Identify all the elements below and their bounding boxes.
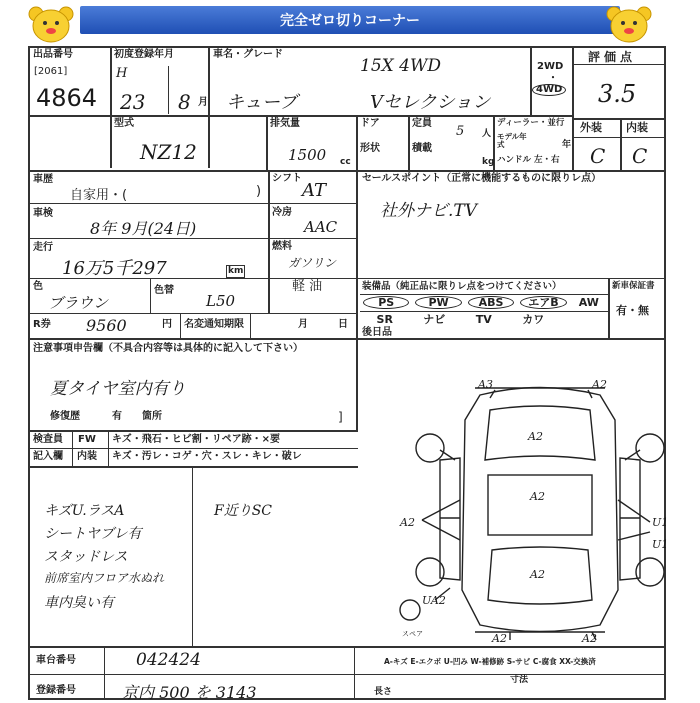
drive-2wd: 2WD xyxy=(537,61,564,72)
capacity-unit: 人 xyxy=(482,129,492,139)
damage-diagram xyxy=(360,340,669,650)
lot-number: 4864 xyxy=(36,84,98,112)
door-label: ドア xyxy=(360,118,380,129)
load-label: 積載 xyxy=(412,143,432,154)
fuel-label: 燃料 xyxy=(272,241,292,252)
registration-month: 8 xyxy=(178,90,191,114)
door-shape-label: 形状 xyxy=(360,143,380,154)
mileage-label: 走行 xyxy=(33,242,53,253)
model-year-label: モデル年式 xyxy=(497,132,527,150)
capacity-value: 5 xyxy=(456,124,465,139)
registration-year: 23 xyxy=(120,90,146,114)
aircon-label: 冷房 xyxy=(272,207,292,218)
name-change-label: 名変通知期限 xyxy=(184,319,244,330)
remark-line: スタッドレス xyxy=(44,549,128,565)
score-ext: C xyxy=(590,144,606,168)
equip-ps: PS xyxy=(363,296,409,309)
car-edition: Vセレクション xyxy=(370,92,491,113)
repair-part: 箇所 xyxy=(142,411,162,422)
notes-text: 夏タイヤ室内有り xyxy=(50,379,186,399)
score-int: C xyxy=(632,144,648,168)
load-unit: kg xyxy=(482,157,495,167)
dmg-mark: U1 xyxy=(652,516,669,529)
equip-tv: TV xyxy=(475,313,492,326)
notes-label: 注意事項申告欄（不具合内容等は具体的に記入して下さい） xyxy=(33,343,303,354)
registration-label: 初度登録年月 xyxy=(114,49,174,60)
dmg-mark: A2 xyxy=(530,490,545,503)
fuel-alt: 軽 油 xyxy=(292,279,323,294)
chassis-value: 042424 xyxy=(136,650,201,670)
aircon-value: AAC xyxy=(304,218,338,236)
sales-points-value: 社外ナビ.TV xyxy=(380,201,478,221)
warranty-label: 新車保証書 xyxy=(612,281,655,291)
recycle-unit: 円 xyxy=(162,319,172,330)
equip-pw: PW xyxy=(415,296,461,309)
equipment-row1 xyxy=(360,294,608,311)
inspection-label: 車検 xyxy=(33,208,53,219)
remark-line: 前席室内フロア水ぬれ xyxy=(44,571,165,585)
mascot-right xyxy=(604,4,654,48)
color-change-label: 色替 xyxy=(154,285,174,296)
registration-era: H xyxy=(116,66,128,81)
dmg-mark: U1 xyxy=(652,538,669,551)
model-value: NZ12 xyxy=(140,140,197,164)
car-grade: 15X 4WD xyxy=(360,56,442,76)
score-int-label: 内装 xyxy=(626,121,648,134)
remarks-right: F近りSC xyxy=(214,503,273,519)
score-ext-label: 外装 xyxy=(580,121,602,134)
displacement-label: 排気量 xyxy=(270,118,300,129)
color-label: 色 xyxy=(33,281,43,292)
drive-4wd: 4WD xyxy=(532,84,566,96)
chassis-label: 車台番号 xyxy=(36,655,76,666)
mileage-value: 16万5千297 xyxy=(62,258,167,279)
repair-value: 有 xyxy=(112,411,122,422)
dims-length: 長さ xyxy=(374,687,393,697)
equip-abs: ABS xyxy=(468,296,514,309)
equipment-label: 装備品（純正品に限りレ点をつけてください） xyxy=(362,281,562,292)
checker-row1: キズ・飛石・ヒビ割・リペア跡・×要 xyxy=(112,434,280,445)
checker-interior: 内装 xyxy=(77,451,97,462)
registration-month-unit: 月 xyxy=(198,97,208,108)
fuel-value: ガソリン xyxy=(288,256,337,270)
mascot-left xyxy=(26,4,76,48)
dmg-mark: A3 xyxy=(478,378,493,391)
plate-value: 京内 500 を 3143 xyxy=(122,683,257,702)
warranty-value: 有・無 xyxy=(616,304,649,317)
dmg-mark: A2 xyxy=(530,568,545,581)
model-year-unit: 年 xyxy=(562,140,572,150)
use-close: ) xyxy=(256,184,262,199)
plate-label: 登録番号 xyxy=(36,685,76,696)
name-change-day: 日 xyxy=(338,319,348,330)
equip-leather: カワ xyxy=(522,313,545,326)
color-value: ブラウン xyxy=(48,294,109,312)
shift-label: シフト xyxy=(272,173,302,184)
use-label: 車歴 xyxy=(33,174,53,185)
inspection-value: 8年 9月(24日) xyxy=(90,219,197,238)
mileage-unit: km xyxy=(228,266,244,276)
remark-line: シートヤブレ有 xyxy=(44,526,142,542)
repair-bracket: ] xyxy=(338,410,343,424)
handle-label: ハンドル 左・右 xyxy=(497,155,560,165)
remark-line: 車内臭い有 xyxy=(44,595,114,611)
color-code: L50 xyxy=(206,292,236,310)
lot-label: 出品番号 xyxy=(33,49,73,60)
dmg-mark: A2 xyxy=(400,516,415,529)
lot-code: [2061] xyxy=(34,66,68,77)
history-label: 後日品 xyxy=(362,327,392,338)
remark-line: キズU.ラスA xyxy=(44,503,125,519)
dmg-mark: A2 xyxy=(528,430,543,443)
displacement-unit: cc xyxy=(340,157,351,167)
shift-value: AT xyxy=(302,180,327,201)
car-name: キューブ xyxy=(226,92,298,113)
header-title: 完全ゼロ切りコーナー xyxy=(280,13,420,29)
checker-row2: キズ・汚レ・コゲ・穴・スレ・キレ・破レ xyxy=(112,451,302,462)
sales-points-label: セールスポイント（正常に機能するものに限りレ点） xyxy=(362,173,602,184)
spare-label: スペア xyxy=(402,630,423,638)
capacity-label: 定員 xyxy=(412,118,432,129)
equipment-row2 xyxy=(360,311,558,328)
checker-row1-label: 検査員 xyxy=(33,434,63,445)
dmg-mark: UA2 xyxy=(422,594,446,607)
car-label: 車名・グレード xyxy=(213,49,283,60)
equip-airbag: エアB xyxy=(520,296,566,309)
remarks-left xyxy=(44,500,190,615)
score-label: 評価点 xyxy=(588,50,637,64)
header-bar xyxy=(80,6,620,34)
dmg-mark: A2 xyxy=(582,632,597,645)
score-value: 3.5 xyxy=(598,80,637,108)
model-label: 型式 xyxy=(114,118,134,129)
dmg-mark: A2 xyxy=(492,632,507,645)
checker-fw: FW xyxy=(78,434,96,445)
repair-label: 修復歴 xyxy=(50,411,80,422)
equip-navi: ナビ xyxy=(423,313,446,326)
dims-label: 寸法 xyxy=(510,675,529,685)
legend: A-キズ E-エクボ U-凹み W-補修跡 S-サビ C-腐食 XX-交換済 xyxy=(384,657,596,666)
equip-sr: SR xyxy=(376,313,393,326)
name-change-month: 月 xyxy=(298,319,308,330)
recycle-label: R券 xyxy=(33,319,51,330)
drive-dot: ・ xyxy=(548,73,558,84)
dealer-label: ディーラー・並行 xyxy=(497,118,565,128)
recycle-value: 9560 xyxy=(86,316,127,335)
equip-aw: AW xyxy=(578,296,599,309)
displacement-value: 1500 xyxy=(288,146,327,164)
checker-row2-label: 記入欄 xyxy=(33,451,63,462)
dmg-mark: A2 xyxy=(592,378,607,391)
use-value: 自家用・( xyxy=(70,188,128,203)
